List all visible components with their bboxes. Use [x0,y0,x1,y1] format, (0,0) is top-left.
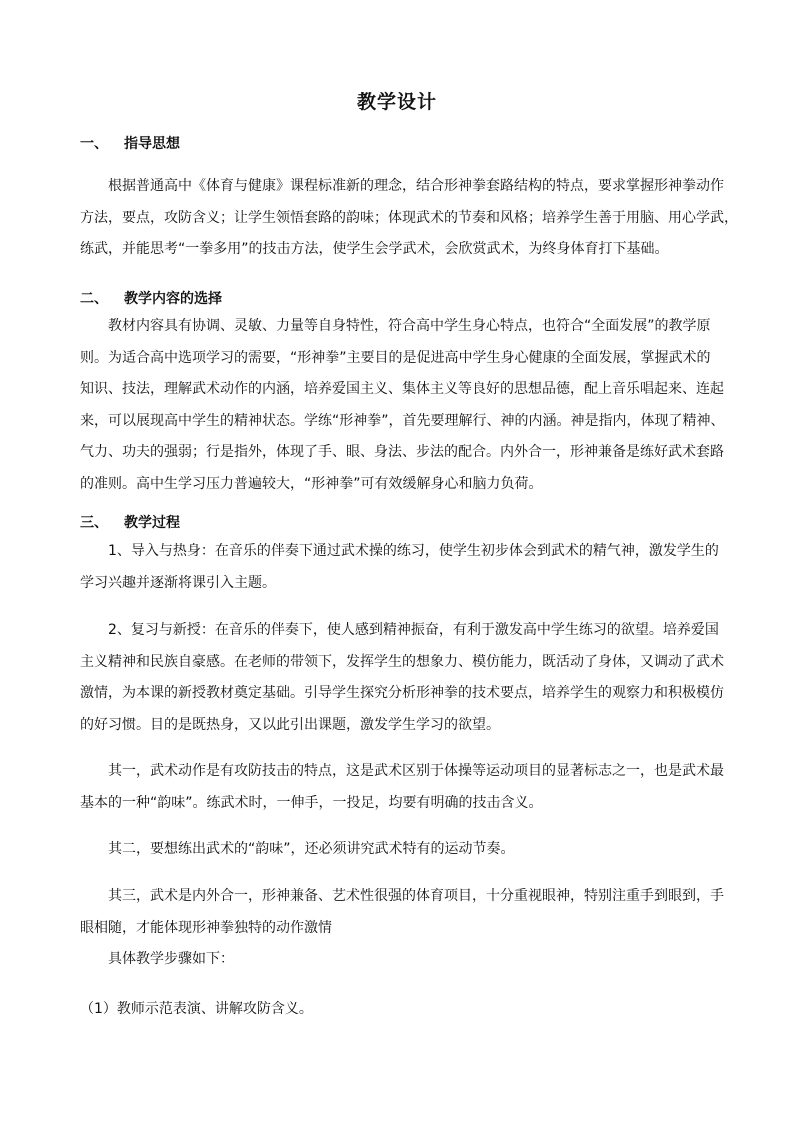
paragraph-line: 的好习惯。目的是既热身，又以此引出课题，激发学生学习的欲望。 [80,716,500,733]
paragraph-line: 1、导入与热身：在音乐的伴奏下通过武术操的练习，使学生初步体会到武术的精气神，激发学生的 [80,543,719,559]
section-heading-content-selection [80,288,222,308]
paragraph-line: 学习兴趣并逐渐将课引入主题。 [80,574,276,591]
paragraph-line: 来，可以展现高中学生的精神状态。学练“形神拳”，首先要理解行、神的内涵。神是指内，体现了精神、 [80,412,725,429]
paragraph-line: 其二，要想练出武术的“韵味”，还必须讲究武术特有的运动节奏。 [80,841,515,857]
paragraph-point-one [80,756,724,819]
paragraph-guiding-ideology [80,171,738,266]
paragraph-line: 2、复习与新授：在音乐的伴奏下，使人感到精神振奋，有利于激发高中学生练习的欲望。培养爱国 [80,622,719,638]
paragraph-line: 主义精神和民族自豪感。在老师的带领下，发挥学生的想象力、模仿能力，既活动了身体，又调动了武术 [80,653,724,670]
section-number: 三、 [80,515,108,531]
paragraph-line: 教材内容具有协调、灵敏、力量等自身特性，符合高中学生身心特点，也符合“全面发展”的教学原 [80,318,711,334]
section-heading-text: 教学内容的选择 [124,291,222,307]
paragraph-review-new-lesson [80,615,724,741]
section-heading-teaching-process [80,512,180,532]
paragraph-line: 基本的一种“韵味”。练武术时，一伸手，一投足，均要有明确的技击含义。 [80,794,543,811]
paragraph-content-selection [80,311,725,500]
paragraph-line: 气力、功夫的强弱；行是指外，体现了手、眼、身法、步法的配合。内外合一，形神兼备是练好武术套路 [80,444,724,460]
paragraph-step-one [80,994,720,1026]
paragraph-line: 其三，武术是内外合一，形神兼备、艺术性很强的体育项目，十分重视眼神，特别注重手到眼到，手 [80,888,724,904]
paragraph-line: 方法，要点，攻防含义；让学生领悟套路的韵味；体现武术的节奏和风格；培养学生善于用脑、用心学武， [80,209,738,226]
paragraph-warmup [80,536,720,599]
paragraph-line: 具体教学步骤如下： [80,951,234,967]
paragraph-line: 知识、技法，理解武术动作的内涵，培养爱国主义、集体主义等良好的思想品德，配上音乐唱起来、连起 [80,381,724,397]
section-number: 二、 [80,291,108,307]
paragraph-line: 练武，并能思考“一拳多用”的技击方法，使学生会学武术，会欣赏武术，为终身体育打下基础。 [80,241,669,257]
paragraph-point-two [80,834,720,866]
section-heading-text: 教学过程 [124,515,180,531]
paragraph-line: （1）教师示范表演、讲解攻防含义。 [80,1001,313,1017]
paragraph-line: 眼相随，才能体现形神拳独特的动作激情 [80,919,332,936]
paragraph-line: 激情，为本课的新授教材奠定基础。引导学生探究分析形神拳的技术要点，培养学生的观察力和积极模仿 [80,685,724,701]
paragraph-line: 其一，武术动作是有攻防技击的特点，这是武术区别于体操等运动项目的显著标志之一，也是武术最 [80,763,724,779]
section-number: 一、 [80,136,108,152]
section-heading-text: 指导思想 [124,136,180,152]
paragraph-line: 根据普通高中《体育与健康》课程标准新的理念，结合形神拳套路结构的特点，要求掌握形神拳动作 [80,178,724,194]
document-title: 教学设计 [356,91,437,113]
paragraph-line: 则。为适合高中选项学习的需要，“形神拳”主要目的是促进高中学生身心健康的全面发展，掌握武术的 [80,349,711,366]
section-heading-guiding-ideology [80,133,180,153]
paragraph-point-three [80,881,724,976]
paragraph-line: 的准则。高中生学习压力普遍较大，“形神拳”可有效缓解身心和脑力负荷。 [80,475,543,492]
